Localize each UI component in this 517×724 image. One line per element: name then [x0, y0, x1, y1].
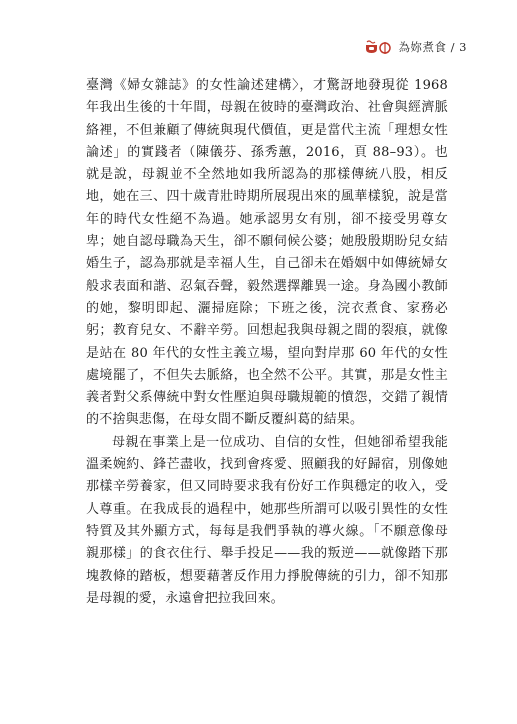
bowl-steam-icon [364, 39, 394, 55]
running-header [364, 38, 467, 56]
paragraph-2: 母親在事業上是一位成功、自信的女性，但她卻希望我能溫柔婉約、鋒芒盡收，找到會疼愛、照顧我的好歸宿，別像她那樣辛勞養家，但又同時要求我有份好工作與穩定的收入，受人尊重。在我成長的過程中，她那些所謂可以吸引異性的女性特質及其外顯方式，每每是我們爭執的導火線。「不願意像母親那樣」的食衣住行、舉手投足——我的叛逆——就像踏下那塊教條的踏板，想要藉著反作用力掙脫傳統的引力，卻不知那是母親的愛，永遠會把拉我回來。 [86, 434, 448, 606]
running-title: 為妳煮食 / 3 [398, 40, 467, 54]
paragraph-1: 臺灣《婦女雜誌》的女性論述建構〉，才驚訝地發現從 1968 年我出生後的十年間，母親在彼時的臺灣政治、社會與經濟脈絡裡，不但兼顧了傳統與現代價值，更是當代主流「理想女性論述」的實踐者（陳儀芬、孫秀蕙，2016，頁 88–93）。也就是說，母親並不全然地如我所認為的那樣傳統八股，相反地，她在三、四十歲青壯時期所展現出來的風華樣貌，說是當年的時代女性絕不為過。她承認男女有別，卻不接受男尊女卑；她自認母職為天生，卻不願伺候公婆；她殷殷期盼兒女結婚生子，認為那就是幸福人生，自己卻未在婚姻中如傳統婦女般求表面和諧、忍氣吞聲，毅然選擇離異一途。身為國小教師的她，黎明即起、灑掃庭除；下班之後，浣衣煮食、家務必躬；教育兒女、不辭辛勞。回想起我與母親之間的裂痕，就像是站在 80 年代的女性主義立場，望向對岸那 60 年代的女性處境罷了，不但失去脈絡，也全然不公平。其實，那是女性主義者對父系傳統中對女性壓迫與母職規範的憤怨，交錯了親情的不捨與悲傷，在母女間不斷反覆糾葛的結果。 [86, 78, 448, 428]
body-text [86, 75, 448, 610]
